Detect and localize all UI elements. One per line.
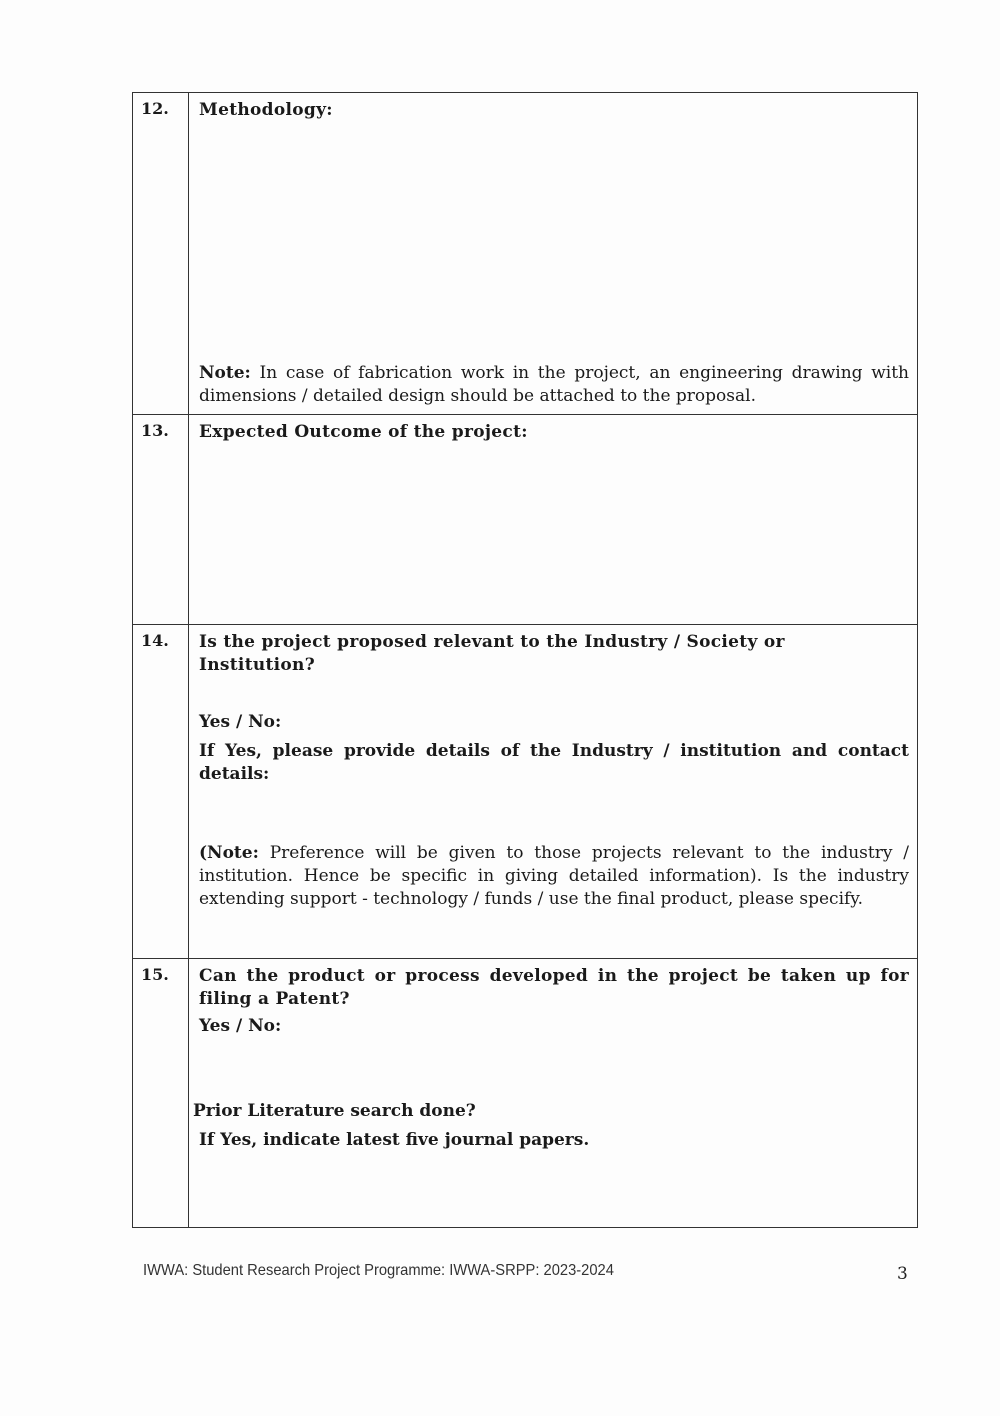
industry-details-prompt: If Yes, please provide details of the Industry / institution and contact details: bbox=[199, 740, 909, 784]
row-expected-outcome bbox=[133, 415, 917, 625]
literature-search-question: Prior Literature search done? bbox=[193, 1100, 476, 1121]
note-label: (Note: bbox=[199, 842, 259, 863]
note-text: In case of fabrication work in the project, an engineering drawing with dimensions / detailed design should be attached to the proposal. bbox=[199, 363, 909, 407]
methodology-cell bbox=[189, 93, 917, 414]
row-number: 14. bbox=[133, 625, 189, 958]
footer-text: IWWA: Student Research Project Programme: IWWA-SRPP: 2023-2024 bbox=[143, 1262, 614, 1279]
patent-question: Can the product or process developed in the project be taken up for filing a Patent? bbox=[199, 966, 909, 1009]
row-number: 12. bbox=[133, 93, 189, 414]
methodology-heading: Methodology: bbox=[199, 100, 333, 120]
relevance-cell bbox=[189, 625, 917, 958]
relevance-question: Is the project proposed relevant to the Industry / Society or Institution? bbox=[199, 632, 785, 675]
preference-note bbox=[199, 842, 909, 911]
row-methodology bbox=[133, 93, 917, 415]
journal-papers-prompt: If Yes, indicate latest five journal papers. bbox=[199, 1129, 590, 1150]
proposal-form-table bbox=[132, 92, 918, 1228]
expected-outcome-heading: Expected Outcome of the project: bbox=[199, 422, 528, 442]
yes-no-label: Yes / No: bbox=[199, 711, 282, 732]
note-text: Preference will be given to those projects relevant to the industry / institution. Hence be specific in giving detailed information). Is the industry extending support - technology / funds / use the final product, please specify. bbox=[199, 842, 909, 909]
patent-cell bbox=[189, 959, 917, 1227]
row-number: 13. bbox=[133, 415, 189, 624]
row-relevance bbox=[133, 625, 917, 959]
page-number: 3 bbox=[897, 1264, 908, 1284]
row-number: 15. bbox=[133, 959, 189, 1227]
yes-no-label: Yes / No: bbox=[199, 1015, 282, 1036]
row-patent bbox=[133, 959, 917, 1227]
note-label: Note: bbox=[199, 363, 251, 384]
fabrication-note bbox=[199, 362, 909, 408]
expected-outcome-cell bbox=[189, 415, 917, 624]
